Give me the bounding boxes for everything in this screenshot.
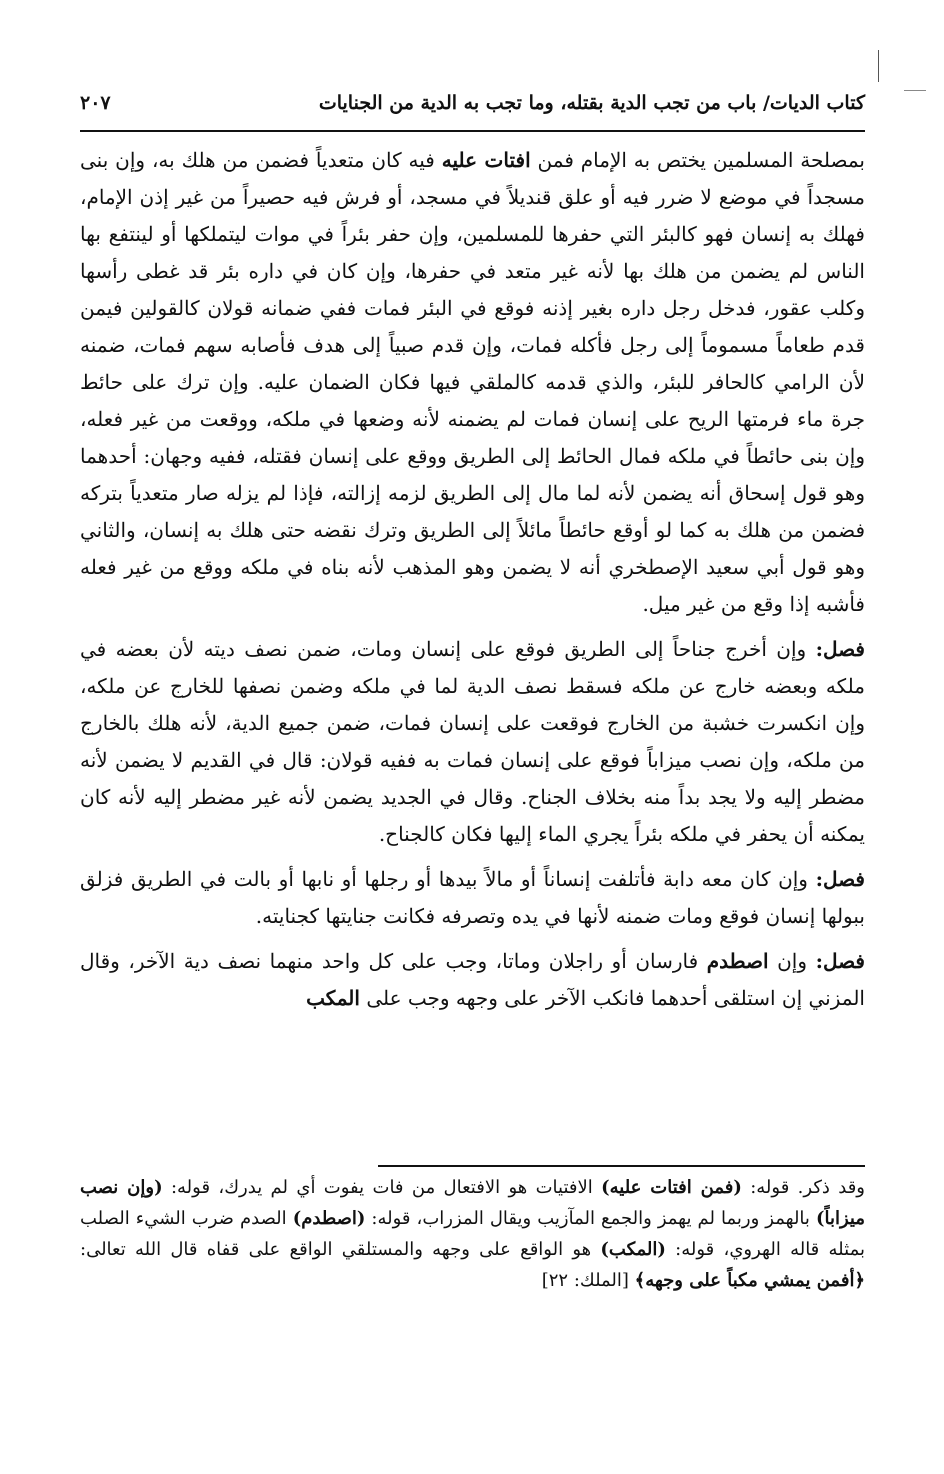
running-header — [80, 92, 865, 126]
bold-term: اصطدم — [706, 949, 769, 973]
paragraph — [80, 631, 865, 853]
bold-term: المكب — [306, 986, 360, 1010]
page-number: ٢٠٧ — [80, 92, 111, 114]
footnote-rule — [378, 1165, 865, 1167]
citation: [الملك: ٢٢] — [541, 1270, 635, 1291]
bold-term: (وإن نصب ميزاباً) — [80, 1177, 865, 1229]
section-label: فصل: — [815, 637, 865, 661]
paragraph — [80, 142, 865, 623]
header-rule — [80, 130, 865, 132]
text-segment: الصدم ضرب الشيء الصلب بمثله قاله الهروي، قوله: — [80, 1208, 865, 1260]
text-segment: وقد ذكر. قوله: — [741, 1177, 865, 1198]
footnotes — [80, 1172, 865, 1296]
paragraph — [80, 943, 865, 1017]
chapter-title: كتاب الديات/ باب من تجب الدية بقتله، وما تجب به الدية من الجنايات — [318, 92, 865, 114]
section-label: فصل: — [815, 867, 865, 891]
paragraph-text — [80, 148, 865, 616]
bold-term: (فمن افتات عليه) — [601, 1177, 742, 1198]
text-segment: بالهمز وربما لم يهمز والجمع المآزيب ويقال المزراب، قوله: — [365, 1208, 816, 1229]
bold-term: افتات عليه — [441, 148, 531, 172]
bold-term: (اصطدم) — [292, 1208, 366, 1229]
text-segment: وإن كان معه دابة فأتلفت إنساناً أو مالاً بيدها أو رجلها أو نابها أو بالت في الطريق فزلق ببولها إنسان فوقع ومات ضمنه لأنها في يده وتصرفه فكانت جنايتها كجنايته. — [80, 867, 865, 928]
scan-artifact-mark — [878, 50, 879, 82]
main-text — [80, 142, 865, 1025]
text-segment: فيه كان متعدياً فضمن من هلك به، وإن بنى مسجداً في موضع لا ضرر فيه أو علق قنديلاً في مسجد، أو فرش فيه حصيراً من غير إذن الإمام، فهلك به إنسان فهو كالبئر التي حفرها للمسلمين، وإن حفر بئراً في موات ليتملكها أو لينتفع بها الناس لم يضمن من هلك بها لأنه غير متعد في حفرها، وإن كان في داره بئر قد غطى رأسها وكلب عقور، فدخل رجل داره بغير إذنه فوقع في البئر فمات ففي ضمانه قولان كالقولين فيمن قدم طعاماً مسموماً إلى رجل فأكله فمات، وإن قدم صبياً إلى هدف فأصابه سهم فمات، ضمنه لأن الرامي كالحافر للبئر، والذي قدمه كالملقي فيها فكان الضمان عليه. وإن ترك على حائط جرة ماء فرمتها الريح على إنسان فمات لم يضمنه لأنه وضعها في ملكه، ووقعت من غير فعله، وإن بنى حائطاً في ملكه فمال الحائط إلى الطريق ووقع على إنسان فقتله، ففيه وجهان: أحدهما وهو قول إسحاق أنه يضمن لأنه لما مال إلى الطريق لزمه إزالته، فإذا لم يزله صار متعدياً بتركه فضمن من هلك به كما لو أوقع حائطاً مائلاً إلى الطريق وترك نقضه حتى هلك به إنسان، والثاني وهو قول أبي سعيد الإصطخري أنه لا يضمن وهو المذهب لأنه بناه في ملكه ووقع من غير فعله فأشبه إذا وقع من غير ميل. — [80, 148, 866, 616]
text-segment: وإن أخرج جناحاً إلى الطريق فوقع على إنسان ومات، ضمن نصف ديته لأن بعضه في ملكه وبعضه خارج عن ملكه فسقط نصف الدية لما في ملكه وضمن نصفها للخارج عن ملكه، وإن انكسرت خشبة من الخارج فوقعت على إنسان فمات، ضمن جميع الدية، لأنه هلك بالخارج من ملكه، وإن نصب ميزاباً فوقع على إنسان فمات به ففيه قولان: قال في القديم لا يضمن لأنه مضطر إليه ولا يجد بداً منه بخلاف الجناح. وقال في الجديد يضمن لأنه غير مضطر إليه لأنه كان يمكنه أن يحفر في ملكه بئراً يجري الماء إليها فكان كالجناح. — [80, 637, 865, 846]
section-label: فصل: — [815, 949, 865, 973]
text-segment: الافتيات هو الافتعال من فات يفوت أي لم يدرك، قوله: — [162, 1177, 602, 1198]
text-segment: بمصلحة المسلمين يختص به الإمام فمن — [530, 148, 865, 172]
quran-quote: ﴿أفمن يمشي مكباً على وجهه﴾ — [634, 1270, 865, 1291]
text-segment: فارسان أو راجلان وماتا، وجب على كل واحد منهما نصف دية الآخر، وقال المزني إن استلقى أحدهما فانكب الآخر على وجهه وجب على — [80, 949, 865, 1010]
scan-artifact-mark — [904, 90, 926, 91]
bold-term: (المكب) — [600, 1239, 666, 1260]
paragraph — [80, 861, 865, 935]
footnote-paragraph — [80, 1172, 865, 1296]
text-segment: وإن — [768, 949, 816, 973]
text-segment: هو الواقع على وجهه والمستلقي الواقع على قفاه قال الله تعالى: — [80, 1239, 601, 1260]
